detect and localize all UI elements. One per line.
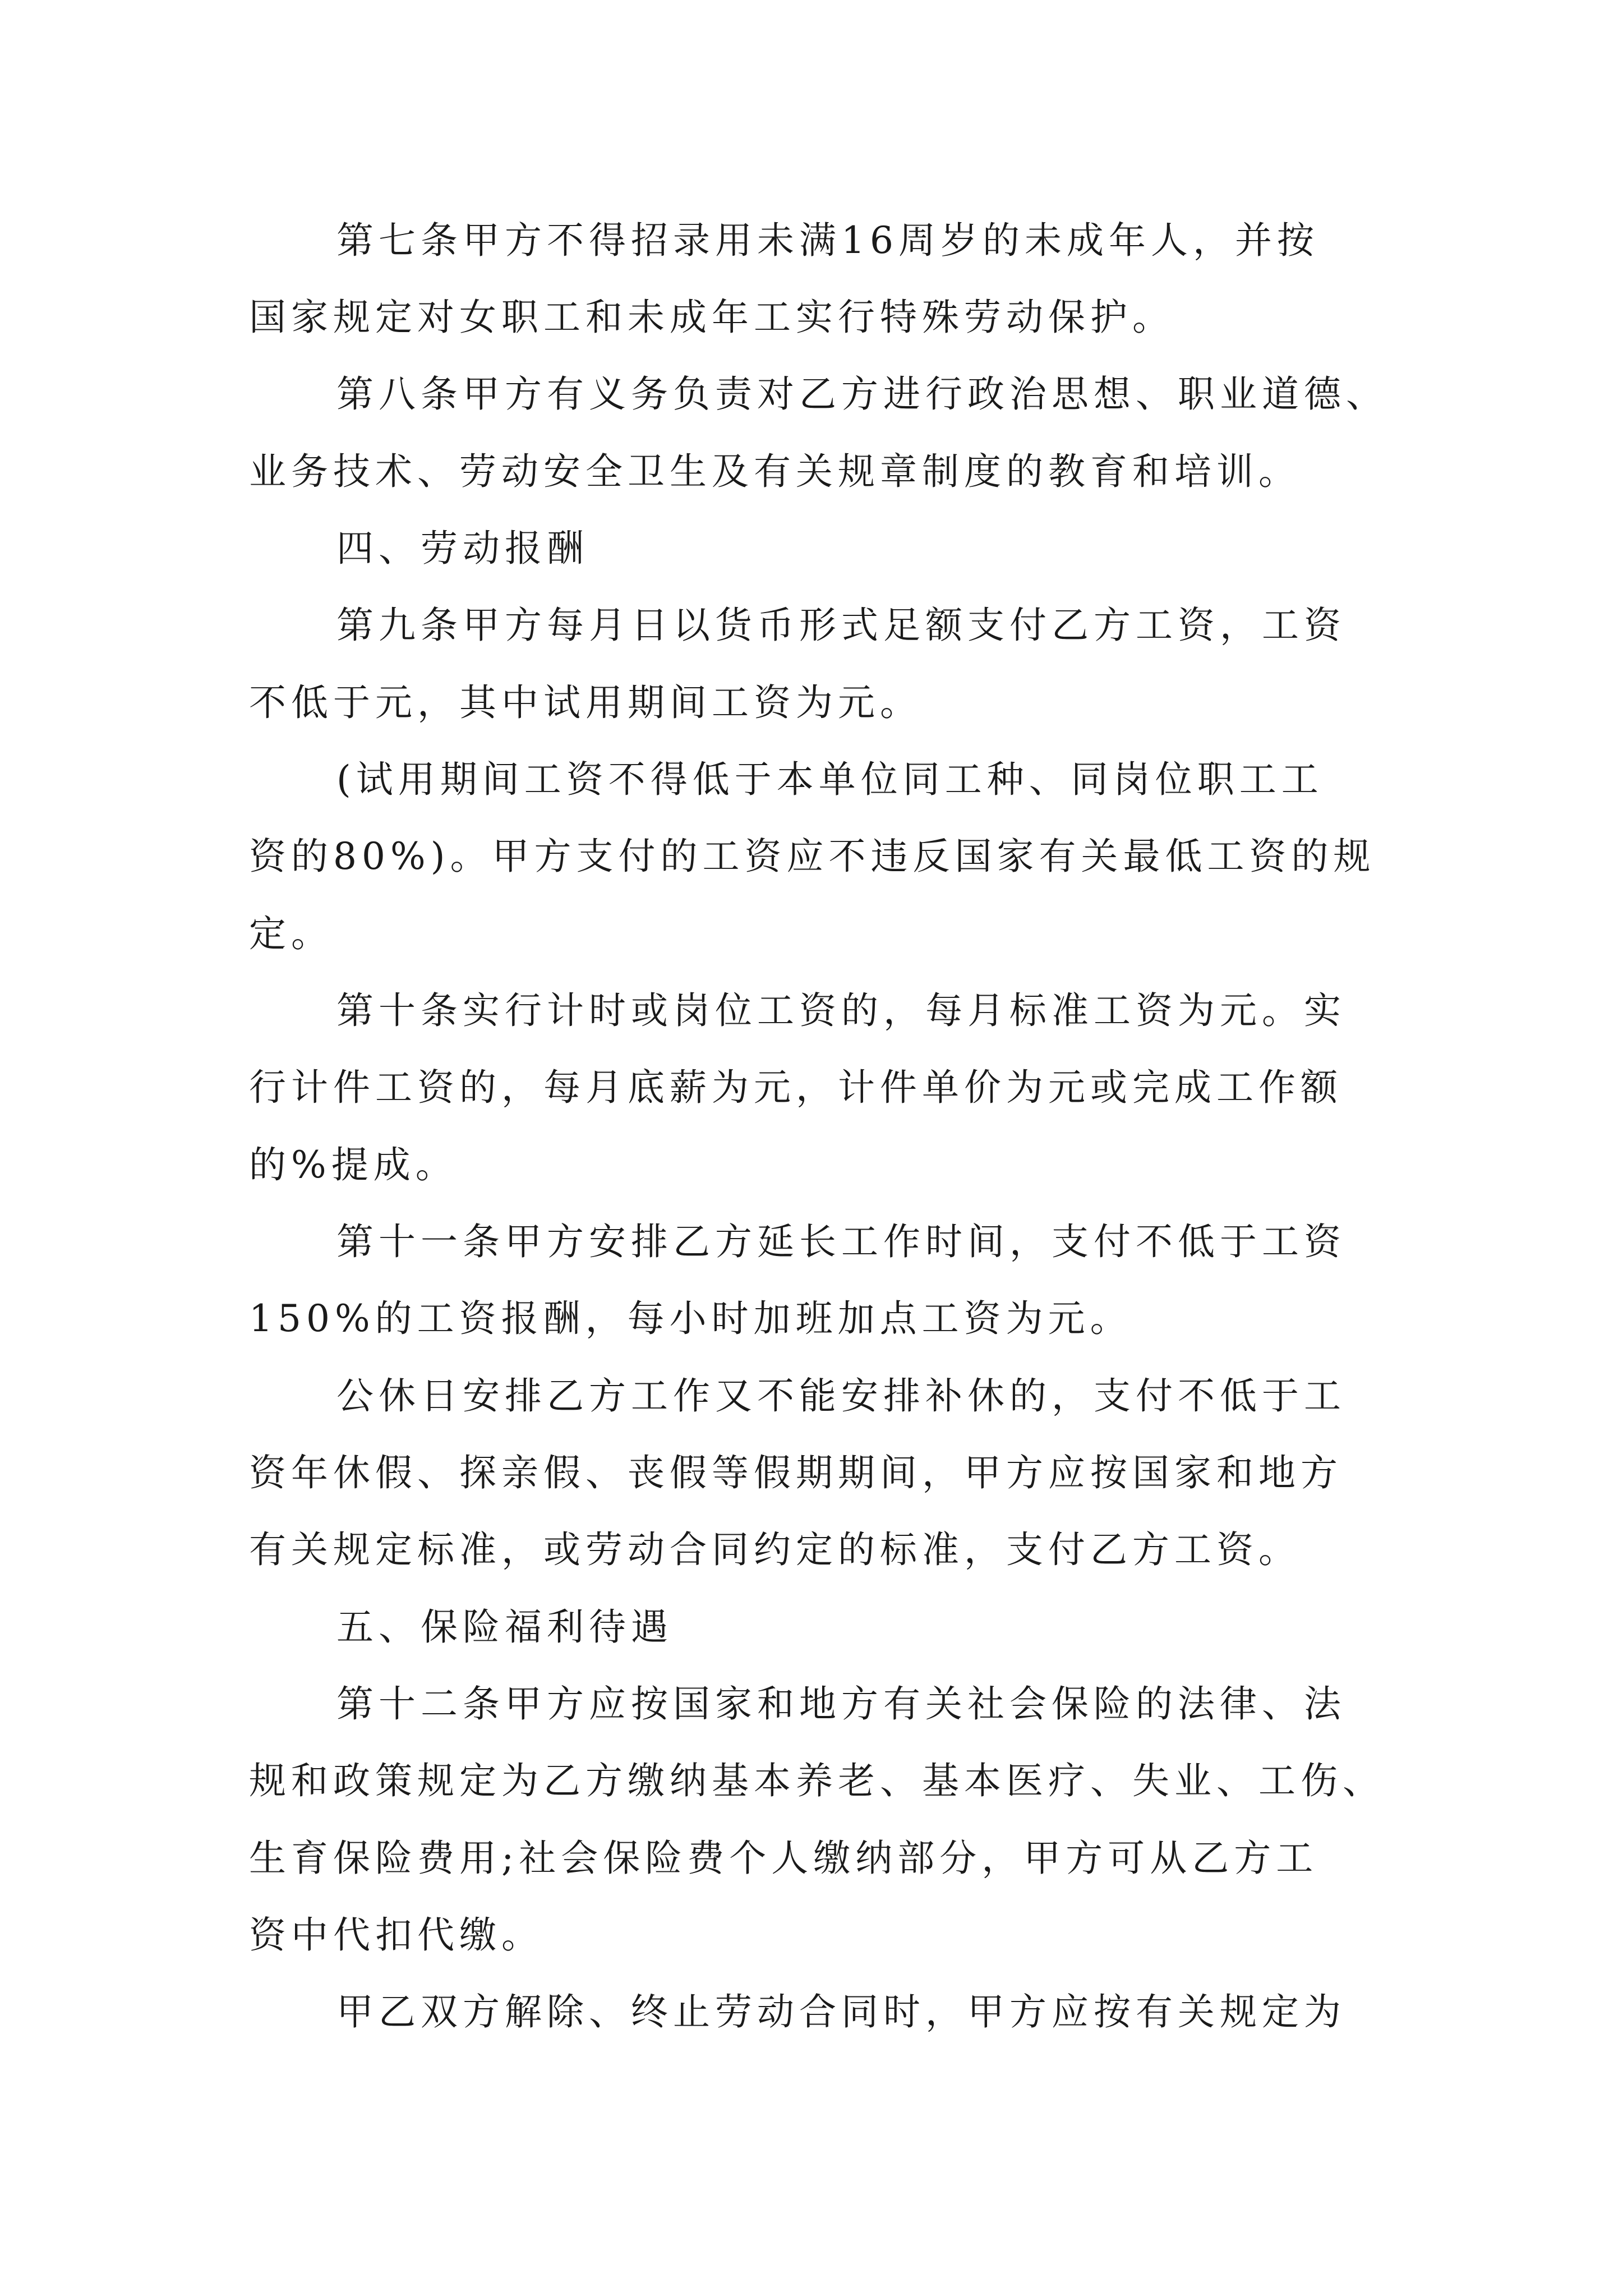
text-line: 的%提成。 — [249, 1143, 458, 1186]
text-line: 不低于元，其中试用期间工资为元。 — [249, 681, 922, 724]
text-line: 业务技术、劳动安全卫生及有关规章制度的教育和培训。 — [249, 450, 1301, 493]
text-line: 规和政策规定为乙方缴纳基本养老、基本医疗、失业、工伤、 — [249, 1759, 1385, 1802]
text-line: 行计件工资的，每月底薪为元，计件单价为元或完成工作额 — [249, 1066, 1343, 1109]
text-line: 甲乙双方解除、终止劳动合同时，甲方应按有关规定为 — [336, 1990, 1346, 2033]
text-line: (试用期间工资不得低于本单位同工种、同岗位职工工 — [336, 758, 1324, 801]
text-line: 第七条甲方不得招录用未满16周岁的未成年人，并按 — [336, 219, 1319, 262]
text-line: 有关规定标准，或劳动合同约定的标准，支付乙方工资。 — [249, 1528, 1301, 1571]
text-line: 生育保险费用;社会保险费个人缴纳部分，甲方可从乙方工 — [249, 1837, 1318, 1880]
text-line: 公休日安排乙方工作又不能安排补休的，支付不低于工 — [336, 1374, 1346, 1418]
text-line: 第十一条甲方安排乙方延长工作时间，支付不低于工资 — [336, 1220, 1346, 1263]
section-heading: 五、保险福利待遇 — [336, 1605, 673, 1649]
text-line: 国家规定对女职工和未成年工实行特殊劳动保护。 — [249, 296, 1174, 339]
text-line: 定。 — [249, 912, 333, 955]
text-line: 第十二条甲方应按国家和地方有关社会保险的法律、法 — [336, 1682, 1346, 1726]
text-line: 150%的工资报酬，每小时加班加点工资为元。 — [249, 1297, 1132, 1340]
text-line: 第八条甲方有义务负责对乙方进行政治思想、职业道德、 — [336, 372, 1388, 416]
text-line: 资年休假、探亲假、丧假等假期期间，甲方应按国家和地方 — [249, 1451, 1343, 1494]
text-line: 资中代扣代缴。 — [249, 1913, 543, 1957]
text-line: 第九条甲方每月日以货币形式足额支付乙方工资，工资 — [336, 604, 1346, 647]
text-line: 第十条实行计时或岗位工资的，每月标准工资为元。实 — [336, 989, 1346, 1032]
text-line: 资的80%)。甲方支付的工资应不违反国家有关最低工资的规 — [249, 835, 1376, 878]
section-heading: 四、劳动报酬 — [336, 527, 589, 570]
